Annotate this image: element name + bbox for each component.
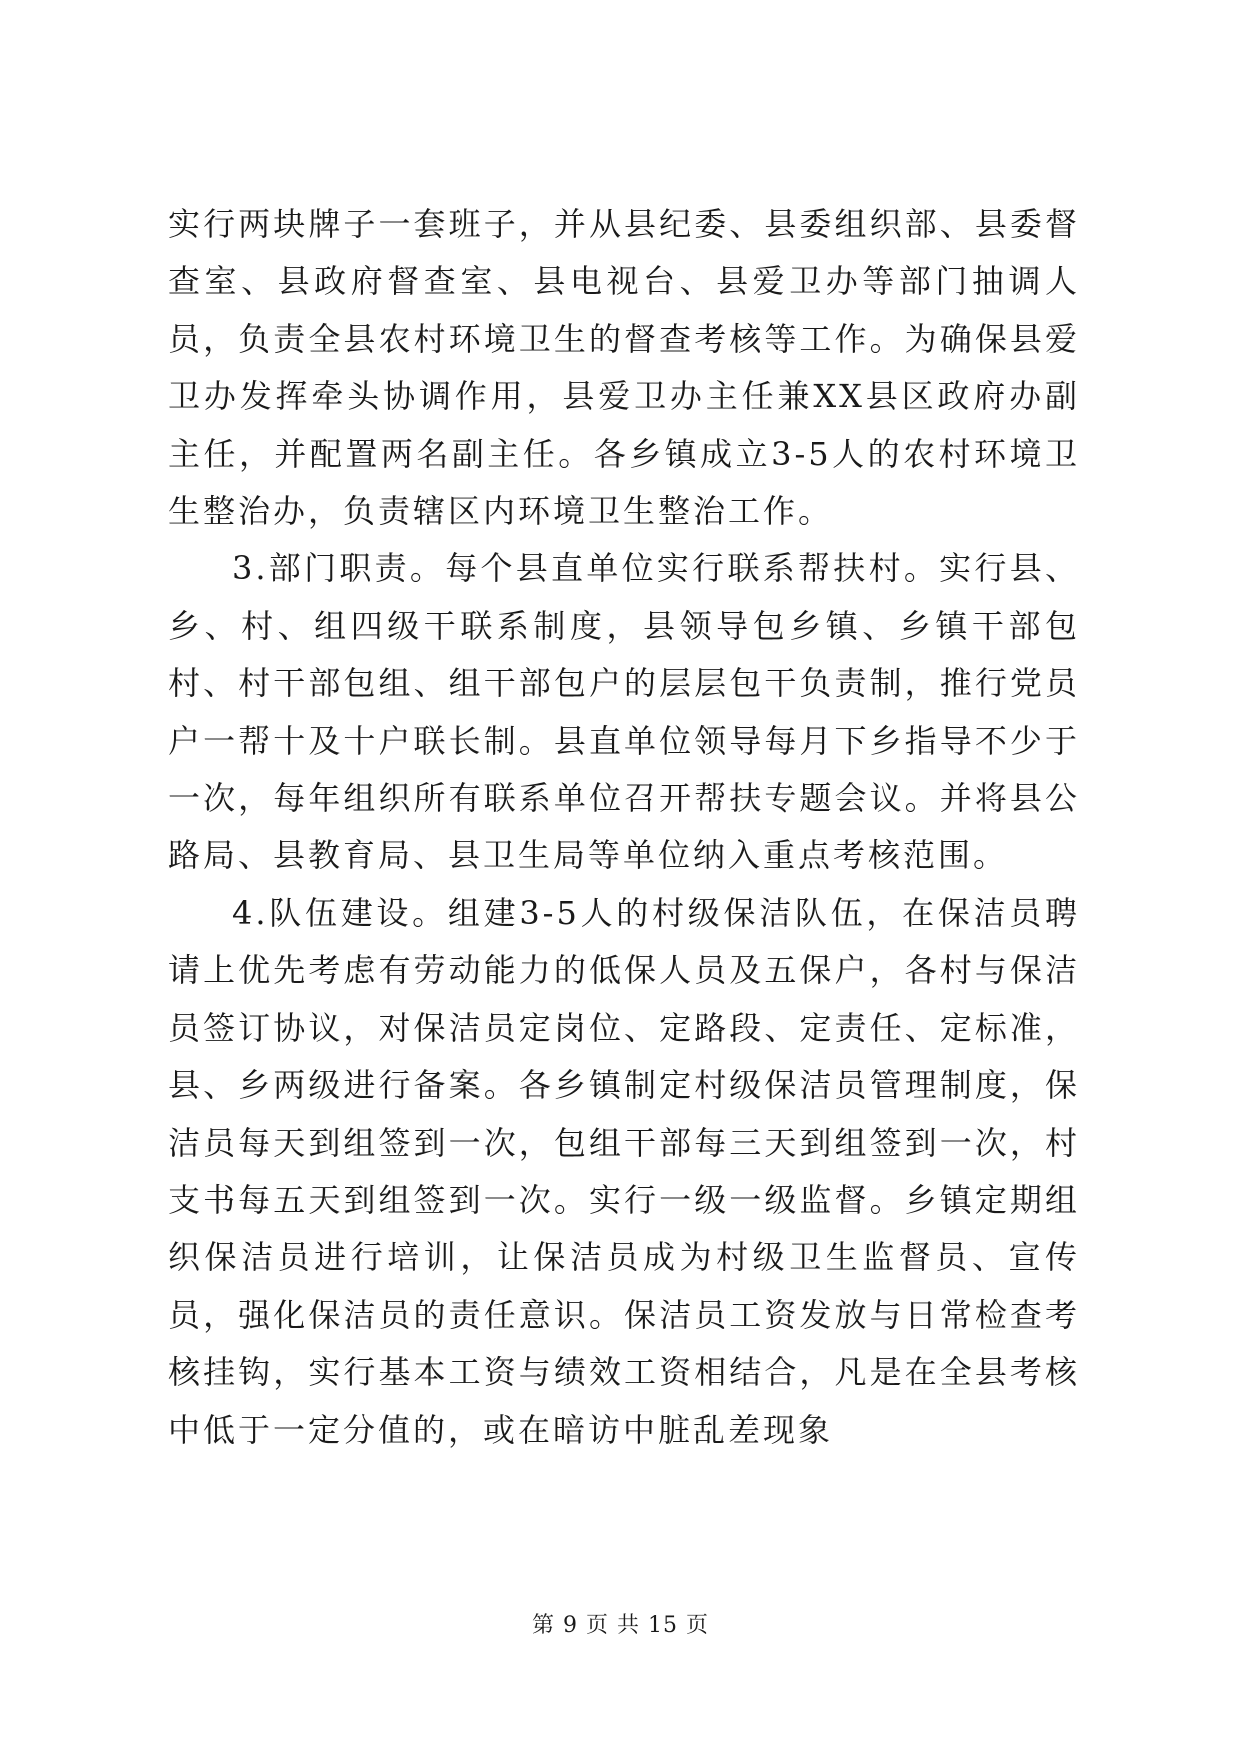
paragraph-department-duties: 3.部门职责。每个县直单位实行联系帮扶村。实行县、乡、村、组四级干联系制度，县领导包乡镇、乡镇干部包村、村干部包组、组干部包户的层层包干负责制，推行党员户一帮十及十户联长制。县直单位领导每月下乡指导不少于一次，每年组织所有联系单位召开帮扶专题会议。并将县公路局、县教育局、县卫生局等单位纳入重点考核范围。: [168, 549, 1080, 875]
paragraph-team-building: 4.队伍建设。组建3-5人的村级保洁队伍，在保洁员聘请上优先考虑有劳动能力的低保人员及五保户，各村与保洁员签订协议，对保洁员定岗位、定路段、定责任、定标准，县、乡两级进行备案。各乡镇制定村级保洁员管理制度，保洁员每天到组签到一次，包组干部每三天到组签到一次，村支书每五天到组签到一次。实行一级一级监督。乡镇定期组织保洁员进行培训，让保洁员成为村级卫生监督员、宣传员，强化保洁员的责任意识。保洁员工资发放与日常检查考核挂钩，实行基本工资与绩效工资相结合，凡是在全县考核中低于一定分值的，或在暗访中脏乱差现象: [168, 893, 1080, 1449]
document-body: [168, 196, 1080, 1459]
page-footer: 第 9 页 共 15 页: [532, 1613, 709, 1638]
paragraph-continuation: 实行两块牌子一套班子，并从县纪委、县委组织部、县委督查室、县政府督查室、县电视台、县爱卫办等部门抽调人员，负责全县农村环境卫生的督查考核等工作。为确保县爱卫办发挥牵头协调作用，县爱卫办主任兼XX县区政府办副主任，并配置两名副主任。各乡镇成立3-5人的农村环境卫生整治办，负责辖区内环境卫生整治工作。: [168, 205, 1080, 531]
